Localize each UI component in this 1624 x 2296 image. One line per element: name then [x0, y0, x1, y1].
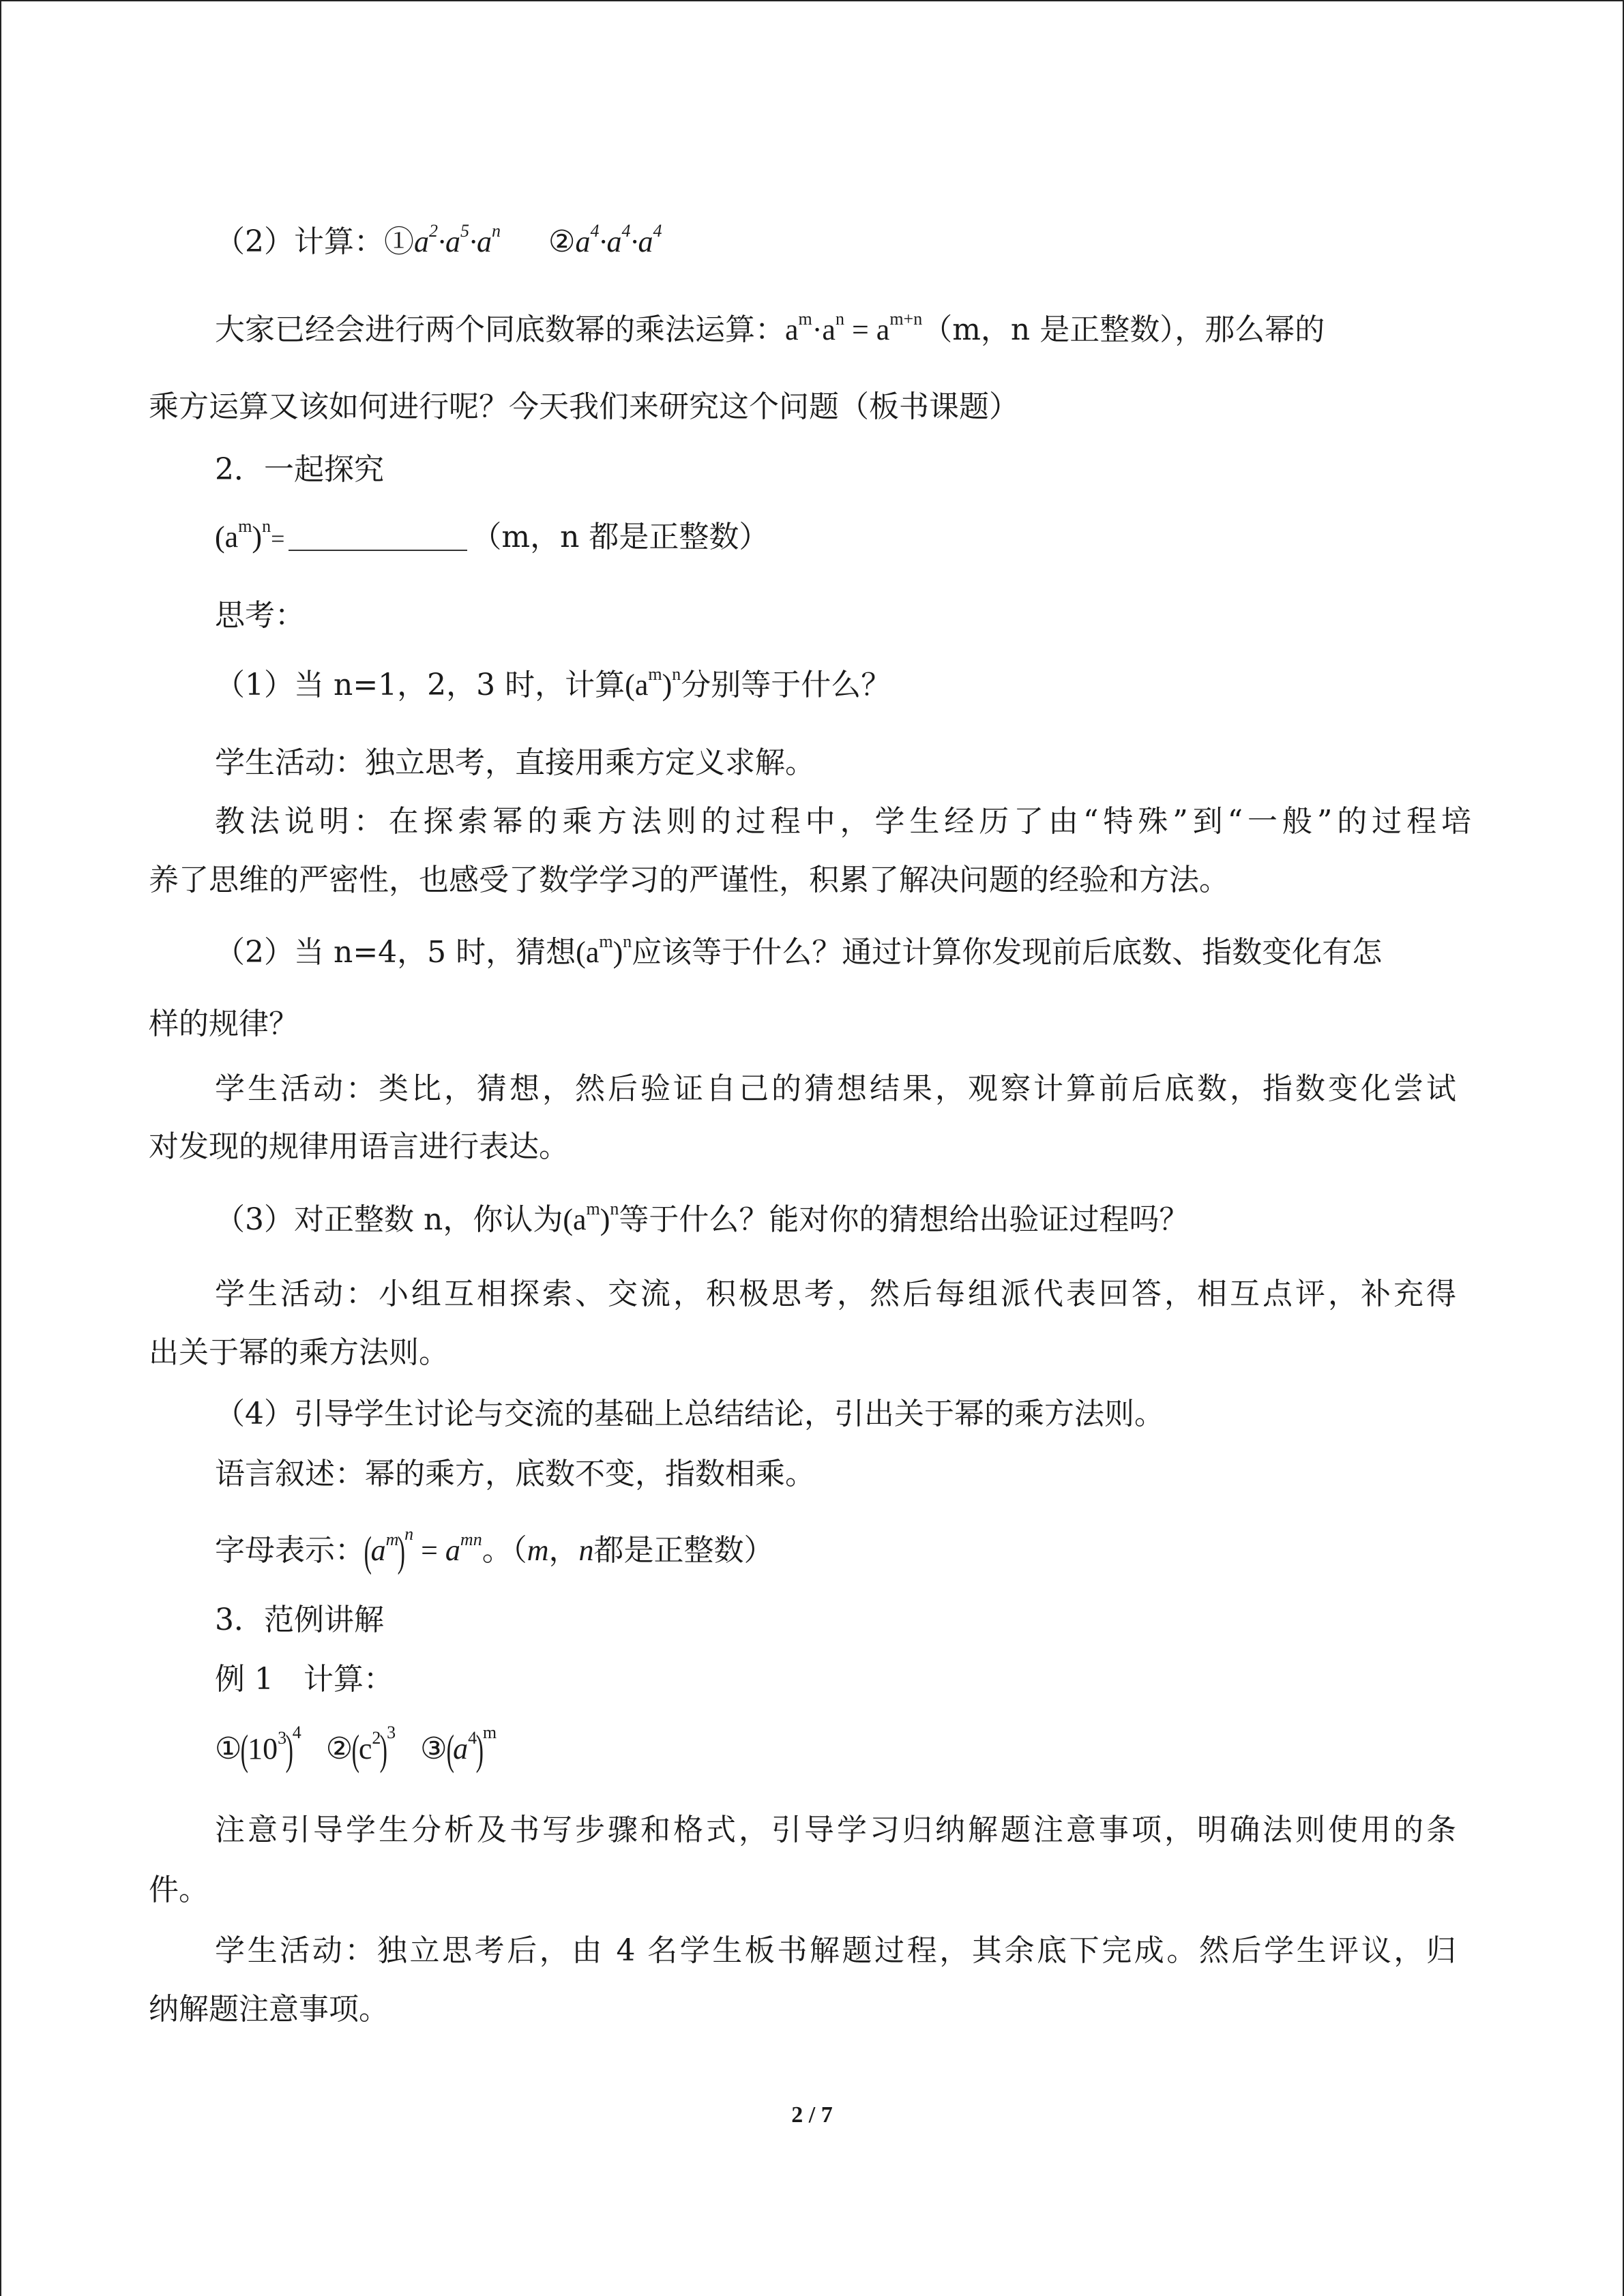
- power-expr: $(a^m)^n$: [625, 664, 681, 702]
- think-label: 思考：: [215, 598, 305, 633]
- student-activity-2: 学生活动：类比，猜想，然后验证自己的猜想结果，观察计算前后底数，指数变化尝试: [215, 1071, 1456, 1106]
- symbolic-statement: 字母表示：$(a^m)^n = a^{mn}$。（m，n都是正整数）: [215, 1524, 774, 1575]
- student-activity-4: 学生活动：独立思考后，由 4 名学生板书解题过程，其余底下完成。然后学生评议，归: [215, 1933, 1456, 1968]
- question-4: （4）引导学生讨论与交流的基础上总结结论，引出关于幂的乘方法则。: [215, 1397, 1164, 1431]
- teaching-note-3-cont: 件。: [149, 1873, 209, 1907]
- verbal-statement: 语言叙述：幂的乘方，底数不变，指数相乘。: [215, 1457, 815, 1491]
- circled-2: ②: [548, 224, 576, 259]
- teaching-note-2: 养了思维的严密性，也感受了数学学习的严谨性，积累了解决问题的经验和方法。: [149, 863, 1229, 897]
- exercise-2: $(c^2)^3$: [351, 1723, 396, 1774]
- answer-blank[interactable]: [289, 522, 467, 551]
- calc-label: （2）计算：: [215, 224, 384, 259]
- power-rule-formula: $(a^m)^n = a^{mn}$: [364, 1524, 482, 1575]
- teaching-note-3: 注意引导学生分析及书写步骤和格式，引导学习归纳解题注意事项，明确法则使用的条: [215, 1813, 1456, 1847]
- power-blank-line: $(a^m)^n= (m$，n 都是正整数）: [215, 516, 769, 554]
- student-activity-3-cont: 出关于幂的乘方法则。: [149, 1335, 449, 1370]
- intro-line-2: 乘方运算又该如何进行呢？今天我们来研究这个问题（板书课题）: [149, 389, 1019, 424]
- calc-line: [215, 221, 662, 259]
- example-1-exercises: [215, 1723, 497, 1774]
- question-2: （2）当 n=4，5 时，猜想$(a^m)^n$应该等于什么？通过计算你发现前后底数、指数变化有怎: [215, 931, 1383, 970]
- question-2-cont: 样的规律？: [149, 1007, 299, 1041]
- page-number: 2 / 7: [791, 2102, 833, 2128]
- product-rule: $a^m\cdot a^n = a^{m+n}$: [785, 309, 923, 346]
- circled-1: ①: [384, 224, 414, 259]
- student-activity-2-cont: 对发现的规律用语言进行表达。: [149, 1129, 569, 1164]
- section-heading-3: 3．范例讲解: [215, 1602, 384, 1637]
- expr-2: $a^4\cdot a^4\cdot a^4$: [575, 221, 662, 258]
- exercise-1: $(10^3)^4$: [241, 1723, 301, 1774]
- example-1-label: 例 1 计算：: [215, 1662, 394, 1697]
- circled-2: ②: [325, 1731, 353, 1766]
- question-3: （3）对正整数 n，你认为$(a^m)^n$等于什么？能对你的猜想给出验证过程吗？: [215, 1199, 1190, 1237]
- circled-3: ③: [420, 1731, 447, 1766]
- question-1: （1）当 n=1，2，3 时，计算$(a^m)^n$分别等于什么？: [215, 664, 891, 702]
- power-expr: $(a^m)^n$: [576, 931, 632, 969]
- exercise-3: $(a^4)^m$: [446, 1723, 497, 1774]
- power-expr: $(a^m)^n=$: [215, 516, 285, 554]
- power-expr: $(a^m)^n$: [563, 1199, 619, 1236]
- section-heading-2: 2．一起探究: [215, 452, 384, 487]
- expr-1: $a^2\cdot a^5\cdot a^n$: [414, 221, 501, 258]
- intro-line-1: 大家已经会进行两个同底数幂的乘法运算：$a^m\cdot a^n = a^{m+n}(m$，n 是正整数），那么幂的: [215, 309, 1325, 347]
- circled-1: ①: [215, 1731, 242, 1766]
- student-activity-4-cont: 纳解题注意事项。: [149, 1992, 389, 2027]
- teaching-note-1: 教法说明：在探索幂的乘方法则的过程中，学生经历了由“特殊”到“一般”的过程培: [215, 804, 1471, 839]
- student-activity-1: 学生活动：独立思考，直接用乘方定义求解。: [215, 745, 815, 780]
- student-activity-3: 学生活动：小组互相探索、交流，积极思考，然后每组派代表回答，相互点评，补充得: [215, 1277, 1456, 1311]
